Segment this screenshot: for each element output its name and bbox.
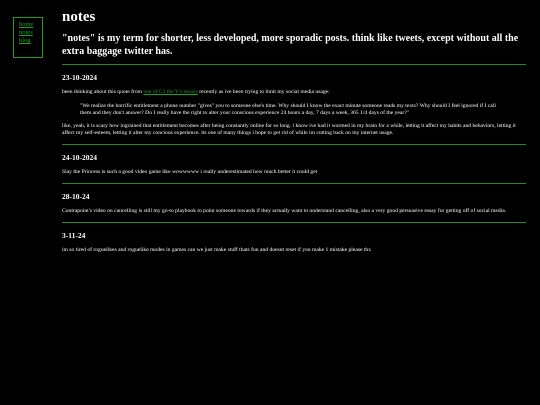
divider bbox=[62, 64, 526, 65]
nav-link-notes[interactable]: notes bbox=[19, 29, 33, 36]
page-title: notes bbox=[62, 9, 96, 25]
site-nav bbox=[13, 17, 43, 58]
post-quote: "We realize the horrific entitlement a phone number "gives" you to someone else's time. Why should I know the exact minute someone reads my texts? Why should I feel ignored if I call them and they don't answer? Do I really have the right to alter your conscious experience 24 hours a day, 7 days a week, 365 1/4 days of the year?" bbox=[80, 102, 496, 116]
nav-link-blog[interactable]: blog bbox=[19, 37, 31, 44]
nav-link-home[interactable]: home bbox=[19, 21, 34, 28]
post-text bbox=[62, 89, 526, 96]
post-text: Slay the Princess is such a good video game like wowwwww i really underestimated how much better it could get bbox=[62, 168, 318, 175]
page-intro: "notes" is my term for shorter, less developed, more sporadic posts. think like tweets, except without all the extra baggage twitter has. bbox=[62, 33, 519, 57]
post-date: 3-11-24 bbox=[62, 230, 86, 240]
essay-link[interactable]: one of C3 the Y's essays bbox=[143, 89, 198, 95]
post-text-segment: recently as ive been trying to limit my social media usage: bbox=[197, 89, 330, 95]
post-text: Contrapoint's video on cancelling is still my go-to playbook to point someone towards if they actually want to understand cancelling, also a very good persuasive essay for getting off of social media. bbox=[62, 207, 507, 214]
divider bbox=[62, 183, 526, 184]
post bbox=[62, 73, 526, 137]
post-date: 28-10-24 bbox=[62, 191, 90, 201]
post bbox=[62, 153, 526, 176]
divider bbox=[62, 144, 526, 145]
post-text: like, yeah, it is scary how ingrained that entitlement becomes after being constantly online for so long. i know ive had it wormed in my brain for a while, letting it affect my habits and behaviors, letting it affect my self-esteem, letting it alter my concious experience. its one of many things i hope to get rid of while im cutting back on my internet usage. bbox=[62, 123, 516, 137]
post bbox=[62, 192, 526, 215]
post-text-segment: been thinking about this quote from bbox=[62, 89, 144, 95]
post-text: im so tired of roguelikes and roguelike modes in games can we just make stuff thats fun and doesnt reset if you make 1 mistake please thx bbox=[62, 246, 372, 253]
divider bbox=[62, 222, 526, 223]
post-date: 23-10-2024 bbox=[62, 73, 97, 82]
post-date: 24-10-2024 bbox=[62, 152, 97, 162]
post bbox=[62, 231, 526, 254]
main-content bbox=[62, 8, 526, 260]
